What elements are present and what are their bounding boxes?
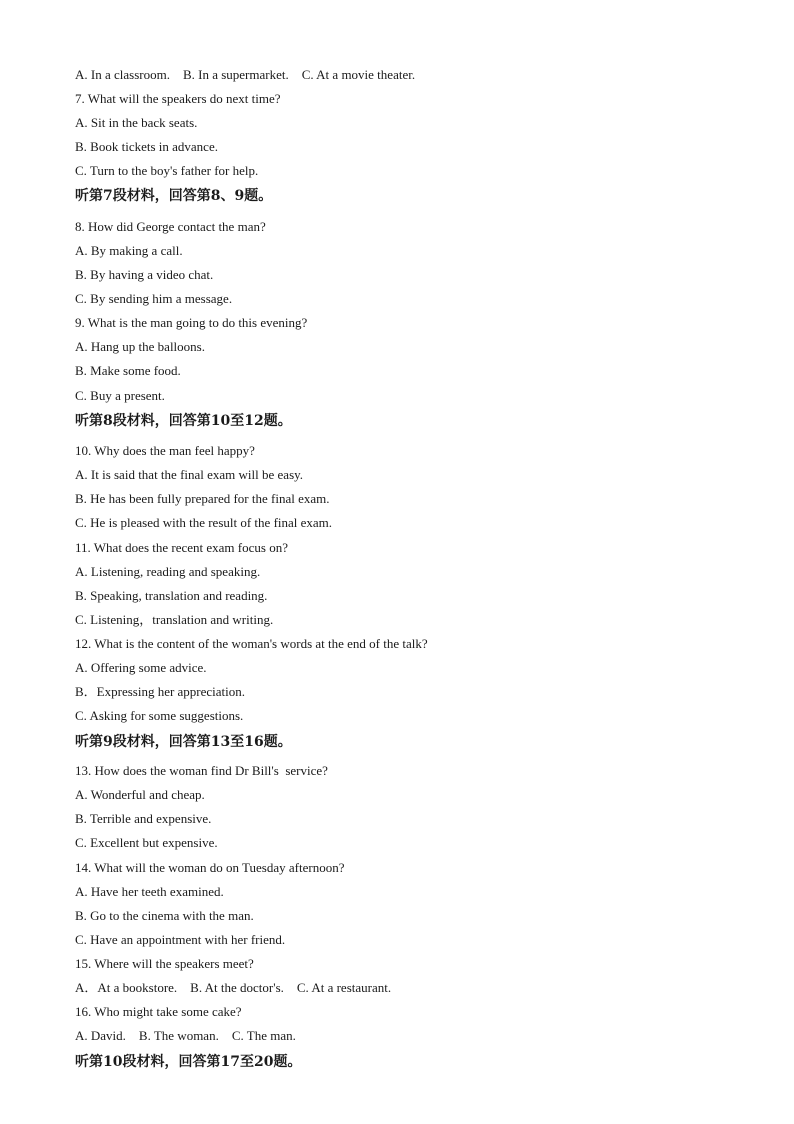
answer-options-q15: A．At a bookstore. B. At the doctor's. C. At a restaurant. bbox=[75, 980, 392, 995]
section-heading-7: 听第7段材料，回答第8、9题。 bbox=[75, 188, 273, 204]
option-14a: A. Have her teeth examined. bbox=[75, 884, 224, 899]
option-10a: A. It is said that the final exam will be easy. bbox=[75, 467, 304, 482]
question-15: 15. Where will the speakers meet? bbox=[75, 956, 254, 971]
question-12: 12. What is the content of the woman's words at the end of the talk? bbox=[75, 636, 428, 651]
question-16: 16. Who might take some cake? bbox=[75, 1004, 242, 1019]
question-7: 7. What will the speakers do next time? bbox=[75, 91, 281, 106]
option-14c: C. Have an appointment with her friend. bbox=[75, 932, 286, 947]
question-10: 10. Why does the man feel happy? bbox=[75, 443, 255, 458]
option-13c: C. Excellent but expensive. bbox=[75, 835, 218, 850]
question-13: 13. How does the woman find Dr Bill's service? bbox=[75, 763, 328, 778]
option-10c: C. He is pleased with the result of the final exam. bbox=[75, 515, 333, 530]
section-heading-9: 听第9段材料，回答第13至16题。 bbox=[75, 734, 292, 750]
option-11c: C. Listening，translation and writing. bbox=[75, 612, 274, 627]
question-8: 8. How did George contact the man? bbox=[75, 219, 266, 234]
question-14: 14. What will the woman do on Tuesday afternoon? bbox=[75, 860, 345, 875]
option-8b: B. By having a video chat. bbox=[75, 267, 214, 282]
answer-options-q6: A. In a classroom. B. In a supermarket. C. At a movie theater. bbox=[75, 67, 416, 82]
option-13a: A. Wonderful and cheap. bbox=[75, 787, 205, 802]
option-13b: B. Terrible and expensive. bbox=[75, 811, 212, 826]
answer-options-q16: A. David. B. The woman. C. The man. bbox=[75, 1028, 296, 1043]
question-9: 9. What is the man going to do this evening? bbox=[75, 315, 308, 330]
option-11a: A. Listening, reading and speaking. bbox=[75, 564, 261, 579]
option-11b: B. Speaking, translation and reading. bbox=[75, 588, 268, 603]
option-9a: A. Hang up the balloons. bbox=[75, 339, 205, 354]
option-9c: C. Buy a present. bbox=[75, 388, 165, 403]
option-8a: A. By making a call. bbox=[75, 243, 183, 258]
option-8c: C. By sending him a message. bbox=[75, 291, 233, 306]
option-7a: A. Sit in the back seats. bbox=[75, 115, 198, 130]
question-11: 11. What does the recent exam focus on? bbox=[75, 540, 288, 555]
option-7c: C. Turn to the boy's father for help. bbox=[75, 163, 259, 178]
section-heading-8: 听第8段材料，回答第10至12题。 bbox=[75, 413, 292, 429]
option-9b: B. Make some food. bbox=[75, 363, 181, 378]
option-14b: B. Go to the cinema with the man. bbox=[75, 908, 254, 923]
option-12c: C. Asking for some suggestions. bbox=[75, 708, 244, 723]
option-10b: B. He has been fully prepared for the final exam. bbox=[75, 491, 330, 506]
option-7b: B. Book tickets in advance. bbox=[75, 139, 218, 154]
option-12b: B．Expressing her appreciation. bbox=[75, 684, 246, 699]
section-heading-10: 听第10段材料，回答第17至20题。 bbox=[75, 1054, 302, 1070]
option-12a: A. Offering some advice. bbox=[75, 660, 207, 675]
